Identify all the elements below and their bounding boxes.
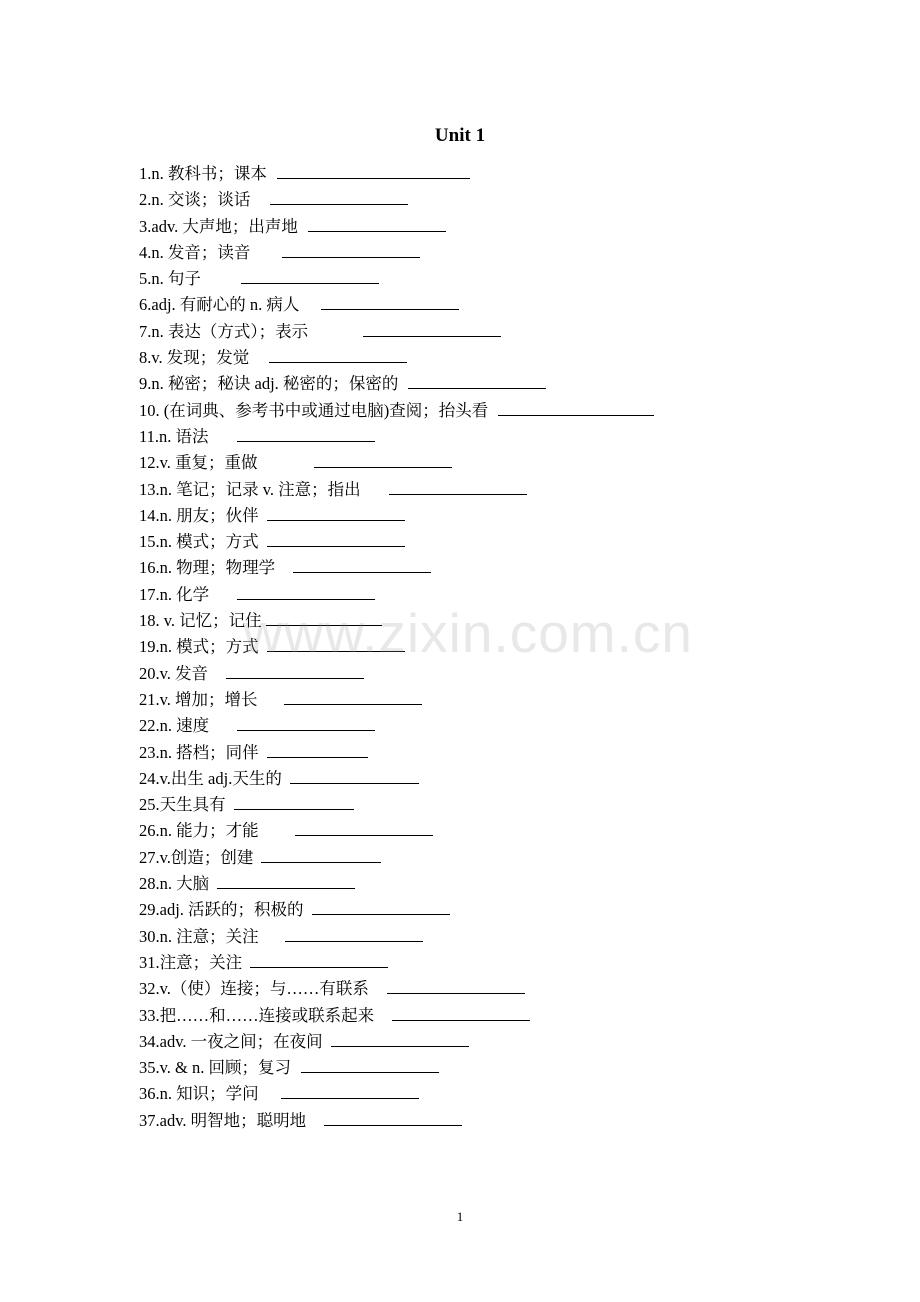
answer-blank[interactable] bbox=[321, 291, 459, 310]
item-text: 7.n. 表达（方式）；表示 bbox=[139, 321, 309, 341]
list-item bbox=[139, 686, 654, 712]
answer-blank[interactable] bbox=[290, 765, 419, 784]
item-text: 19.n. 模式；方式 bbox=[139, 637, 259, 657]
list-item bbox=[139, 160, 654, 186]
list-item bbox=[139, 739, 654, 765]
list-item bbox=[139, 1028, 654, 1054]
list-item bbox=[139, 370, 654, 396]
answer-blank[interactable] bbox=[387, 975, 525, 994]
item-text: 5.n. 句子 bbox=[139, 269, 201, 289]
item-text: 34.adv. 一夜之间；在夜间 bbox=[139, 1031, 323, 1051]
answer-blank[interactable] bbox=[267, 528, 405, 547]
item-text: 32.v.（使）连接；与……有联系 bbox=[139, 979, 369, 999]
answer-blank[interactable] bbox=[250, 949, 388, 968]
list-item bbox=[139, 476, 654, 502]
answer-blank[interactable] bbox=[295, 817, 433, 836]
list-item bbox=[139, 344, 654, 370]
answer-blank[interactable] bbox=[293, 554, 431, 573]
answer-blank[interactable] bbox=[324, 1107, 462, 1126]
list-item bbox=[139, 1107, 654, 1133]
item-text: 4.n. 发音；读音 bbox=[139, 242, 251, 262]
answer-blank[interactable] bbox=[237, 712, 375, 731]
list-item bbox=[139, 554, 654, 580]
answer-blank[interactable] bbox=[301, 1054, 439, 1073]
item-text: 3.adv. 大声地；出声地 bbox=[139, 216, 298, 236]
watermark: www.zixin.com.cn bbox=[243, 602, 693, 664]
answer-blank[interactable] bbox=[285, 923, 423, 942]
item-text: 8.v. 发现；发觉 bbox=[139, 348, 250, 368]
answer-blank[interactable] bbox=[269, 344, 407, 363]
answer-blank[interactable] bbox=[270, 186, 408, 205]
item-text: 23.n. 搭档；同伴 bbox=[139, 742, 259, 762]
list-item bbox=[139, 291, 654, 317]
answer-blank[interactable] bbox=[498, 397, 654, 416]
item-text: 35.v. & n. 回顾；复习 bbox=[139, 1058, 292, 1078]
item-text: 10. (在词典、参考书中或通过电脑)查阅；抬头看 bbox=[139, 400, 489, 420]
item-text: 2.n. 交谈；谈话 bbox=[139, 190, 251, 210]
answer-blank[interactable] bbox=[237, 423, 375, 442]
answer-blank[interactable] bbox=[267, 739, 368, 758]
list-item bbox=[139, 423, 654, 449]
answer-blank[interactable] bbox=[389, 476, 527, 495]
item-text: 26.n. 能力；才能 bbox=[139, 821, 259, 841]
item-text: 36.n. 知识；学问 bbox=[139, 1084, 259, 1104]
item-text: 28.n. 大脑 bbox=[139, 874, 210, 894]
item-text: 14.n. 朋友；伙伴 bbox=[139, 505, 259, 525]
item-text: 11.n. 语法 bbox=[139, 426, 209, 446]
list-item bbox=[139, 1054, 654, 1080]
answer-blank[interactable] bbox=[363, 318, 501, 337]
answer-blank[interactable] bbox=[408, 370, 546, 389]
list-item bbox=[139, 844, 654, 870]
list-item bbox=[139, 213, 654, 239]
answer-blank[interactable] bbox=[312, 896, 450, 915]
answer-blank[interactable] bbox=[392, 1002, 530, 1021]
item-text: 30.n. 注意；关注 bbox=[139, 926, 259, 946]
answer-blank[interactable] bbox=[234, 791, 354, 810]
list-item bbox=[139, 817, 654, 843]
item-text: 29.adj. 活跃的；积极的 bbox=[139, 900, 304, 920]
list-item bbox=[139, 949, 654, 975]
list-item bbox=[139, 791, 654, 817]
answer-blank[interactable] bbox=[267, 502, 405, 521]
list-item bbox=[139, 528, 654, 554]
item-text: 33.把……和……连接或联系起来 bbox=[139, 1005, 375, 1025]
page-title: Unit 1 bbox=[434, 125, 486, 146]
answer-blank[interactable] bbox=[282, 239, 420, 258]
item-text: 37.adv. 明智地；聪明地 bbox=[139, 1110, 307, 1130]
item-text: 24.v.出生 adj.天生的 bbox=[139, 768, 282, 788]
list-item bbox=[139, 186, 654, 212]
list-item bbox=[139, 397, 654, 423]
item-text: 1.n. 教科书；课本 bbox=[139, 164, 267, 183]
list-item bbox=[139, 1002, 654, 1028]
list-item bbox=[139, 712, 654, 738]
list-item bbox=[139, 318, 654, 344]
item-text: 6.adj. 有耐心的 n. 病人 bbox=[139, 295, 300, 315]
page-number: 1 bbox=[456, 1209, 464, 1224]
answer-blank[interactable] bbox=[308, 213, 446, 232]
item-text: 27.v.创造；创建 bbox=[139, 847, 254, 867]
answer-blank[interactable] bbox=[261, 844, 381, 863]
list-item bbox=[139, 265, 654, 291]
list-item bbox=[139, 502, 654, 528]
list-item bbox=[139, 975, 654, 1001]
answer-blank[interactable] bbox=[217, 870, 355, 889]
list-item bbox=[139, 765, 654, 791]
item-text: 18. v. 记忆；记住 bbox=[139, 611, 262, 631]
item-text: 15.n. 模式；方式 bbox=[139, 532, 259, 552]
answer-blank[interactable] bbox=[284, 686, 422, 705]
list-item bbox=[139, 1080, 654, 1106]
item-text: 31.注意；关注 bbox=[139, 952, 243, 972]
item-text: 20.v. 发音 bbox=[139, 663, 209, 683]
answer-blank[interactable] bbox=[241, 265, 379, 284]
list-item bbox=[139, 896, 654, 922]
item-text: 17.n. 化学 bbox=[139, 584, 210, 604]
item-text: 9.n. 秘密；秘诀 adj. 秘密的；保密的 bbox=[139, 374, 399, 394]
list-item bbox=[139, 449, 654, 475]
answer-blank[interactable] bbox=[314, 449, 452, 468]
answer-blank[interactable] bbox=[237, 581, 375, 600]
list-item bbox=[139, 870, 654, 896]
item-text: 21.v. 增加；增长 bbox=[139, 689, 258, 709]
answer-blank[interactable] bbox=[281, 1080, 419, 1099]
item-text: 22.n. 速度 bbox=[139, 716, 210, 736]
item-text: 25.天生具有 bbox=[139, 795, 226, 815]
list-item bbox=[139, 923, 654, 949]
list-item bbox=[139, 239, 654, 265]
answer-blank[interactable] bbox=[277, 160, 470, 179]
item-text: 16.n. 物理；物理学 bbox=[139, 558, 276, 578]
item-text: 12.v. 重复；重做 bbox=[139, 453, 258, 473]
item-text: 13.n. 笔记；记录 v. 注意；指出 bbox=[139, 479, 361, 499]
answer-blank[interactable] bbox=[331, 1028, 469, 1047]
